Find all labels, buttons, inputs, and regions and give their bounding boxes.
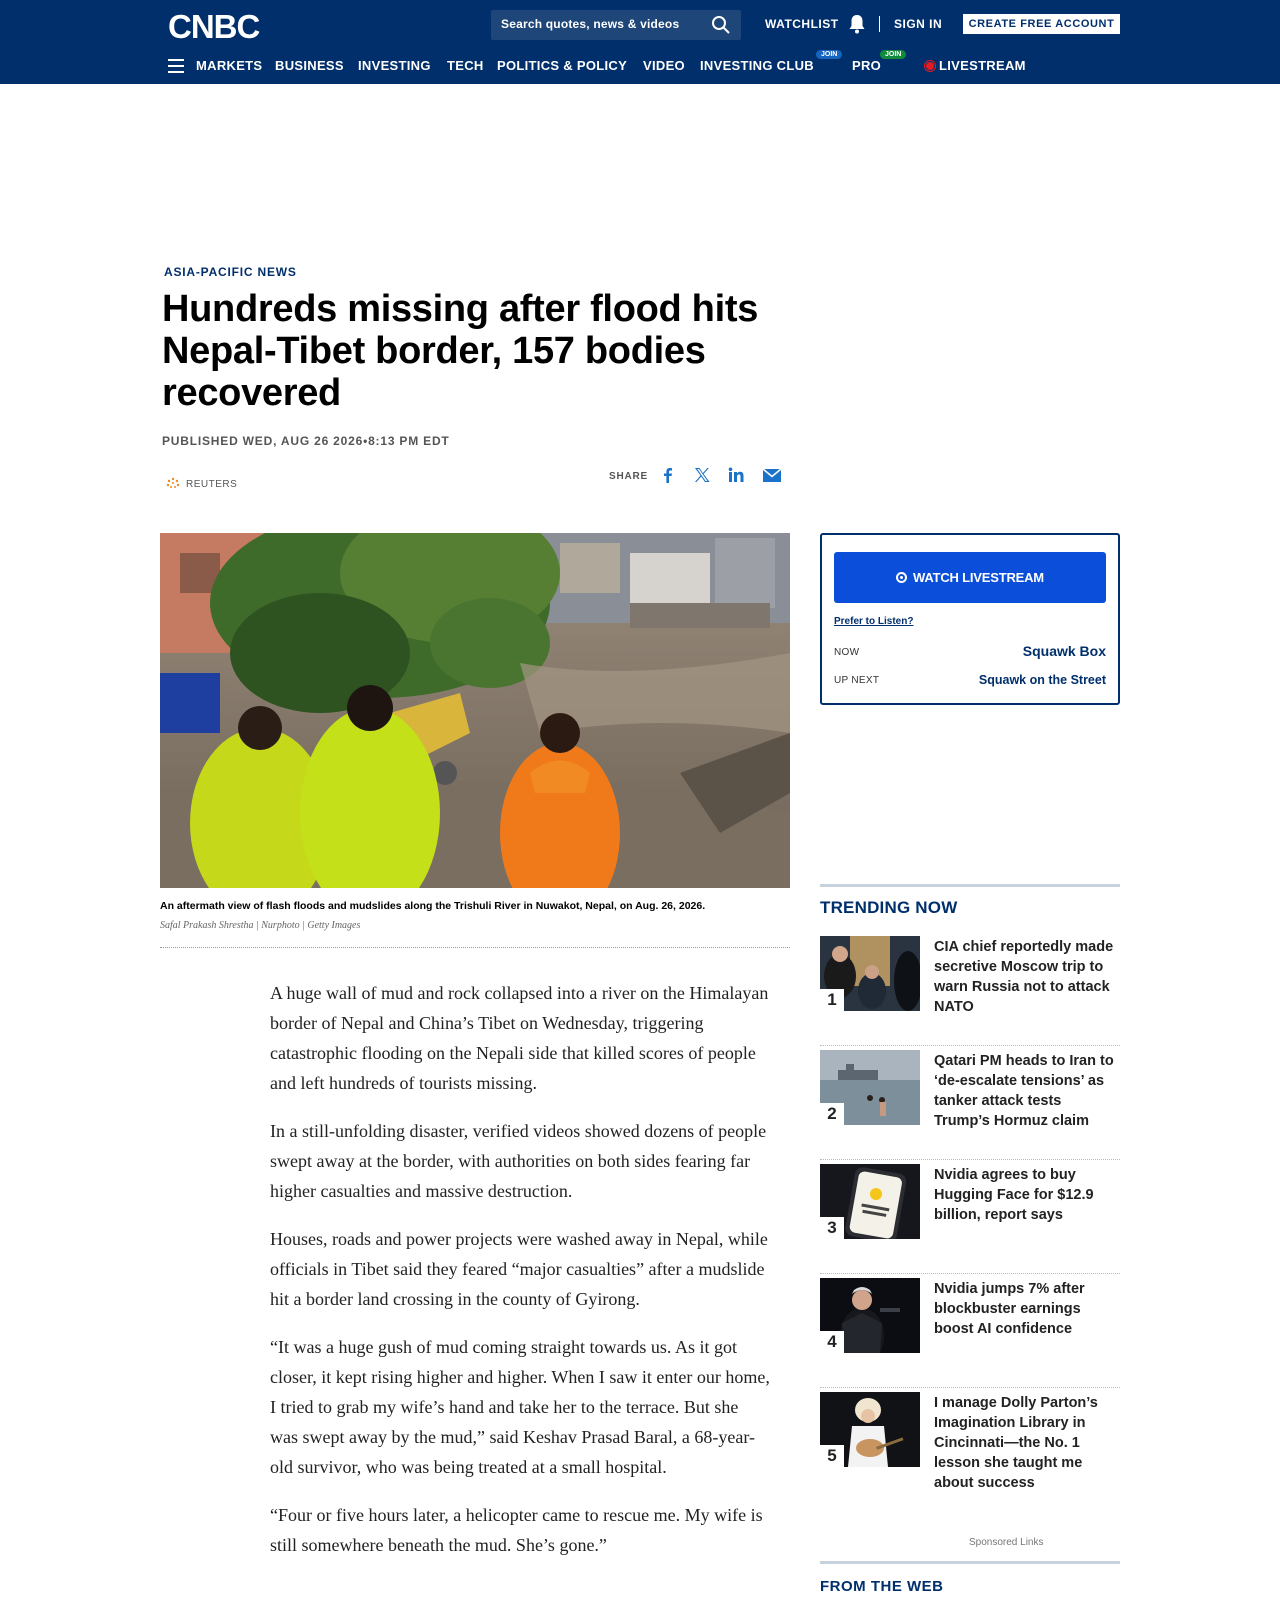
trending-thumbnail[interactable]: [820, 936, 920, 1011]
livestream-box: [820, 533, 1120, 705]
sponsored-links-label: Sponsored Links: [969, 1537, 1044, 1548]
search-icon[interactable]: [711, 15, 731, 35]
article-paragraph: “It was a huge gush of mud coming straight towards us. As it got closer, it kept rising higher and higher. When I saw it enter our home, I tried to grab my wife’s hand and take her to the terrace. But she was swept away by the mud,” said Keshav Prasad Baral, a 68-year-old survivor, who was being treated at a small hospital.: [270, 1337, 770, 1477]
trending-title: TRENDING NOW: [820, 898, 958, 917]
nav-business[interactable]: BUSINESS: [275, 58, 344, 73]
image-credit: Safal Prakash Shrestha | Nurphoto | Getty Images: [160, 920, 361, 931]
nav-investing-club[interactable]: INVESTING CLUB: [700, 58, 814, 73]
trending-rank: 5: [820, 1445, 844, 1467]
trending-thumbnail[interactable]: [820, 1392, 920, 1467]
trending-rank: 1: [820, 989, 844, 1011]
from-web-rule: [820, 1561, 1120, 1564]
facebook-icon[interactable]: [659, 466, 677, 484]
now-label: NOW: [834, 647, 860, 658]
article-headline: Hundreds missing after flood hits Nepal-Tibet border, 157 bodies recovered: [162, 288, 759, 414]
trending-headline[interactable]: Nvidia jumps 7% after blockbuster earnings boost AI confidence: [934, 1281, 1085, 1337]
hamburger-menu-icon[interactable]: [168, 59, 184, 73]
article-paragraph: “Four or five hours later, a helicopter came to rescue me. My wife is still somewhere beneath the mud. She’s gone.”: [270, 1505, 763, 1555]
create-account-button[interactable]: CREATE FREE ACCOUNT: [963, 14, 1120, 34]
trending-thumbnail[interactable]: [820, 1278, 920, 1353]
nav-tech[interactable]: TECH: [447, 58, 484, 73]
trending-headline[interactable]: I manage Dolly Parton’s Imagination Library in Cincinnati—the No. 1 lesson she taught me about success: [934, 1395, 1098, 1491]
article-section-label[interactable]: ASIA-PACIFIC NEWS: [164, 265, 297, 279]
nav-video[interactable]: VIDEO: [643, 58, 685, 73]
article-paragraph: A huge wall of mud and rock collapsed into a river on the Himalayan border of Nepal and China’s Tibet on Wednesday, triggering catastrophic flooding on the Nepali side that killed scores of people and left hundreds of tourists missing.: [270, 983, 769, 1093]
trending-rank: 3: [820, 1217, 844, 1239]
published-date: PUBLISHED WED, AUG 26 2026•8:13 PM EDT: [162, 434, 450, 448]
article-paragraph: Houses, roads and power projects were washed away in Nepal, while officials in Tibet said they feared “major casualties” after a mudslide hit a border land crossing in the county of Gyirong.: [270, 1229, 768, 1309]
hero-image: [160, 533, 790, 888]
bell-icon[interactable]: [848, 14, 866, 34]
header-divider: [879, 16, 880, 32]
trending-headline[interactable]: CIA chief reportedly made secretive Moscow trip to warn Russia not to attack NATO: [934, 939, 1114, 1015]
trending-item[interactable]: [820, 1160, 1120, 1274]
trending-thumbnail[interactable]: [820, 1164, 920, 1239]
trending-item[interactable]: [820, 1388, 1120, 1502]
trending-headline[interactable]: Qatari PM heads to Iran to ‘de-escalate tensions’ as tanker attack tests Trump’s Hormuz claim: [934, 1053, 1114, 1129]
search-input[interactable]: [491, 10, 741, 40]
next-show-link[interactable]: Squawk on the Street: [978, 673, 1106, 687]
x-icon[interactable]: [693, 466, 711, 484]
up-next-label: UP NEXT: [834, 675, 880, 686]
trending-item[interactable]: [820, 1046, 1120, 1160]
share-label: SHARE: [609, 471, 649, 482]
sign-in-link[interactable]: SIGN IN: [894, 17, 943, 31]
prefer-to-listen-link[interactable]: Prefer to Listen?: [834, 616, 914, 627]
live-indicator-icon: [926, 62, 934, 70]
watchlist-link[interactable]: WATCHLIST: [765, 17, 839, 31]
trending-rank: 4: [820, 1331, 844, 1353]
caption-divider: [160, 947, 790, 948]
trending-rank: 2: [820, 1103, 844, 1125]
trending-headline[interactable]: Nvidia agrees to buy Hugging Face for $12.9 billion, report says: [934, 1167, 1094, 1223]
linkedin-icon[interactable]: [727, 466, 745, 484]
watch-livestream-label: WATCH LIVESTREAM: [913, 570, 1044, 585]
cnbc-logo[interactable]: CNBC: [168, 8, 260, 45]
trending-item[interactable]: [820, 932, 1120, 1046]
nav-politics-policy[interactable]: POLITICS & POLICY: [497, 58, 628, 73]
trending-item[interactable]: [820, 1274, 1120, 1388]
site-header: [0, 0, 1280, 84]
source-label: REUTERS: [186, 479, 238, 490]
reuters-logo-icon: [165, 476, 181, 492]
live-icon: [896, 572, 907, 583]
nav-markets[interactable]: MARKETS: [196, 58, 263, 73]
trending-thumbnail[interactable]: [820, 1050, 920, 1125]
article-body: [270, 978, 770, 1578]
now-show-link[interactable]: Squawk Box: [1022, 643, 1106, 659]
from-the-web-title: FROM THE WEB: [820, 1578, 944, 1595]
join-badge[interactable]: JOIN: [816, 50, 842, 59]
image-caption: An aftermath view of flash floods and mudslides along the Trishuli River in Nuwakot, Nepal, on Aug. 26, 2026.: [160, 900, 706, 912]
search-placeholder: Search quotes, news & videos: [501, 17, 680, 31]
email-icon[interactable]: [762, 466, 782, 484]
join-badge[interactable]: JOIN: [880, 50, 906, 59]
nav-pro[interactable]: PRO: [852, 58, 882, 73]
watch-livestream-button[interactable]: [834, 552, 1106, 603]
article-paragraph: In a still-unfolding disaster, verified videos showed dozens of people swept away at the border, with authorities on both sides fearing far higher casualties and massive destruction.: [270, 1121, 767, 1201]
trending-rule: [820, 884, 1120, 887]
nav-livestream[interactable]: LIVESTREAM: [939, 58, 1026, 73]
nav-investing[interactable]: INVESTING: [358, 58, 431, 73]
